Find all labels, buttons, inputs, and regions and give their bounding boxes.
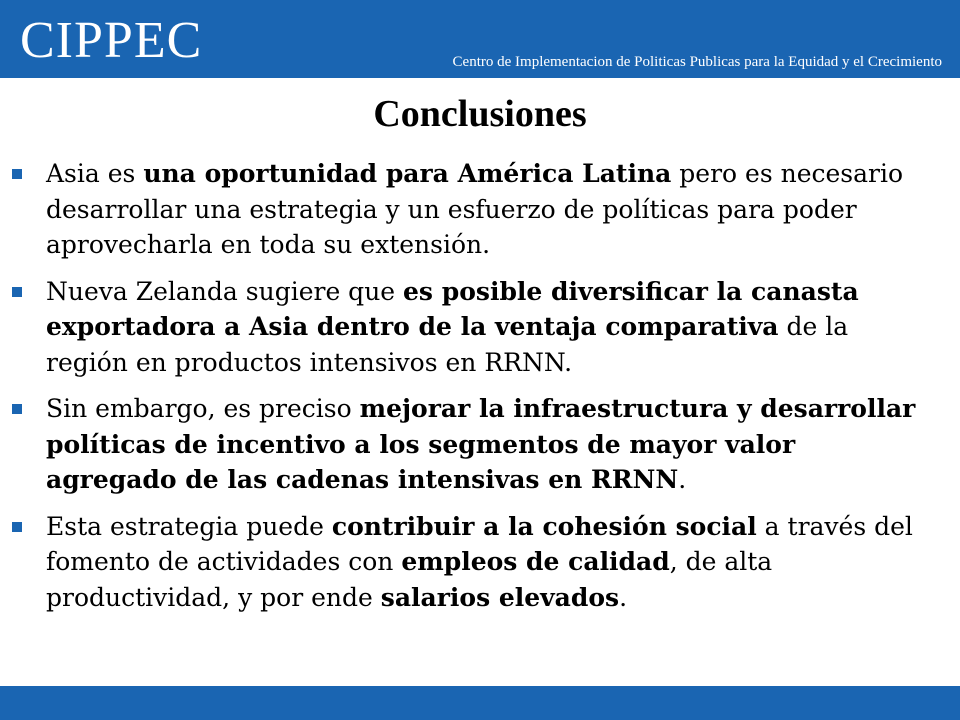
organization-subtitle: Centro de Implementacion de Politicas Publicas para la Equidad y el Crecimiento bbox=[452, 54, 942, 70]
bullet-text: Asia es bbox=[46, 159, 144, 188]
bullet-text: Nueva Zelanda sugiere que bbox=[46, 276, 404, 306]
bullet-item bbox=[46, 509, 926, 616]
bullet-text-bold: una oportunidad para América Latina bbox=[143, 159, 672, 188]
bullet-text-bold: contribuir a la cohesión social bbox=[331, 511, 757, 541]
footer-bar bbox=[0, 686, 960, 720]
bullet-list bbox=[46, 156, 926, 626]
bullet-item bbox=[46, 274, 926, 381]
square-bullet-icon bbox=[12, 522, 22, 532]
bullet-item bbox=[46, 391, 926, 498]
bullet-text: Esta estrategia puede bbox=[46, 511, 332, 541]
bullet-text: a través del fomento de actividades con bbox=[46, 511, 913, 576]
header-bar bbox=[0, 0, 960, 78]
bullet-text-bold: salarios elevados bbox=[380, 582, 620, 612]
cippec-logo: CIPPEC bbox=[20, 12, 203, 69]
bullet-text: Sin embargo, es preciso bbox=[46, 394, 360, 423]
bullet-text: de la región en productos intensivos en RRNN. bbox=[46, 312, 849, 377]
bullet-text-bold: es posible diversificar la canasta exportadora a Asia dentro de la ventaja comparativa bbox=[46, 276, 859, 341]
bullet-text: . bbox=[619, 582, 628, 612]
bullet-item bbox=[46, 156, 926, 263]
square-bullet-icon bbox=[12, 287, 22, 297]
bullet-text: . bbox=[678, 465, 687, 494]
bullet-text-bold: mejorar la infraestructura y desarrollar políticas de incentivo a los segmentos de mayor valor agregado de las cadenas intensivas en RRNN bbox=[46, 394, 916, 494]
square-bullet-icon bbox=[12, 404, 22, 414]
square-bullet-icon bbox=[12, 169, 22, 179]
bullet-text-bold: empleos de calidad bbox=[401, 547, 670, 576]
bullet-text: pero es necesario desarrollar una estrategia y un esfuerzo de políticas para poder aprovecharla en toda su extensión. bbox=[46, 159, 904, 259]
bullet-text: , de alta productividad, y por ende bbox=[46, 547, 773, 612]
slide-title: Conclusiones bbox=[373, 93, 587, 135]
